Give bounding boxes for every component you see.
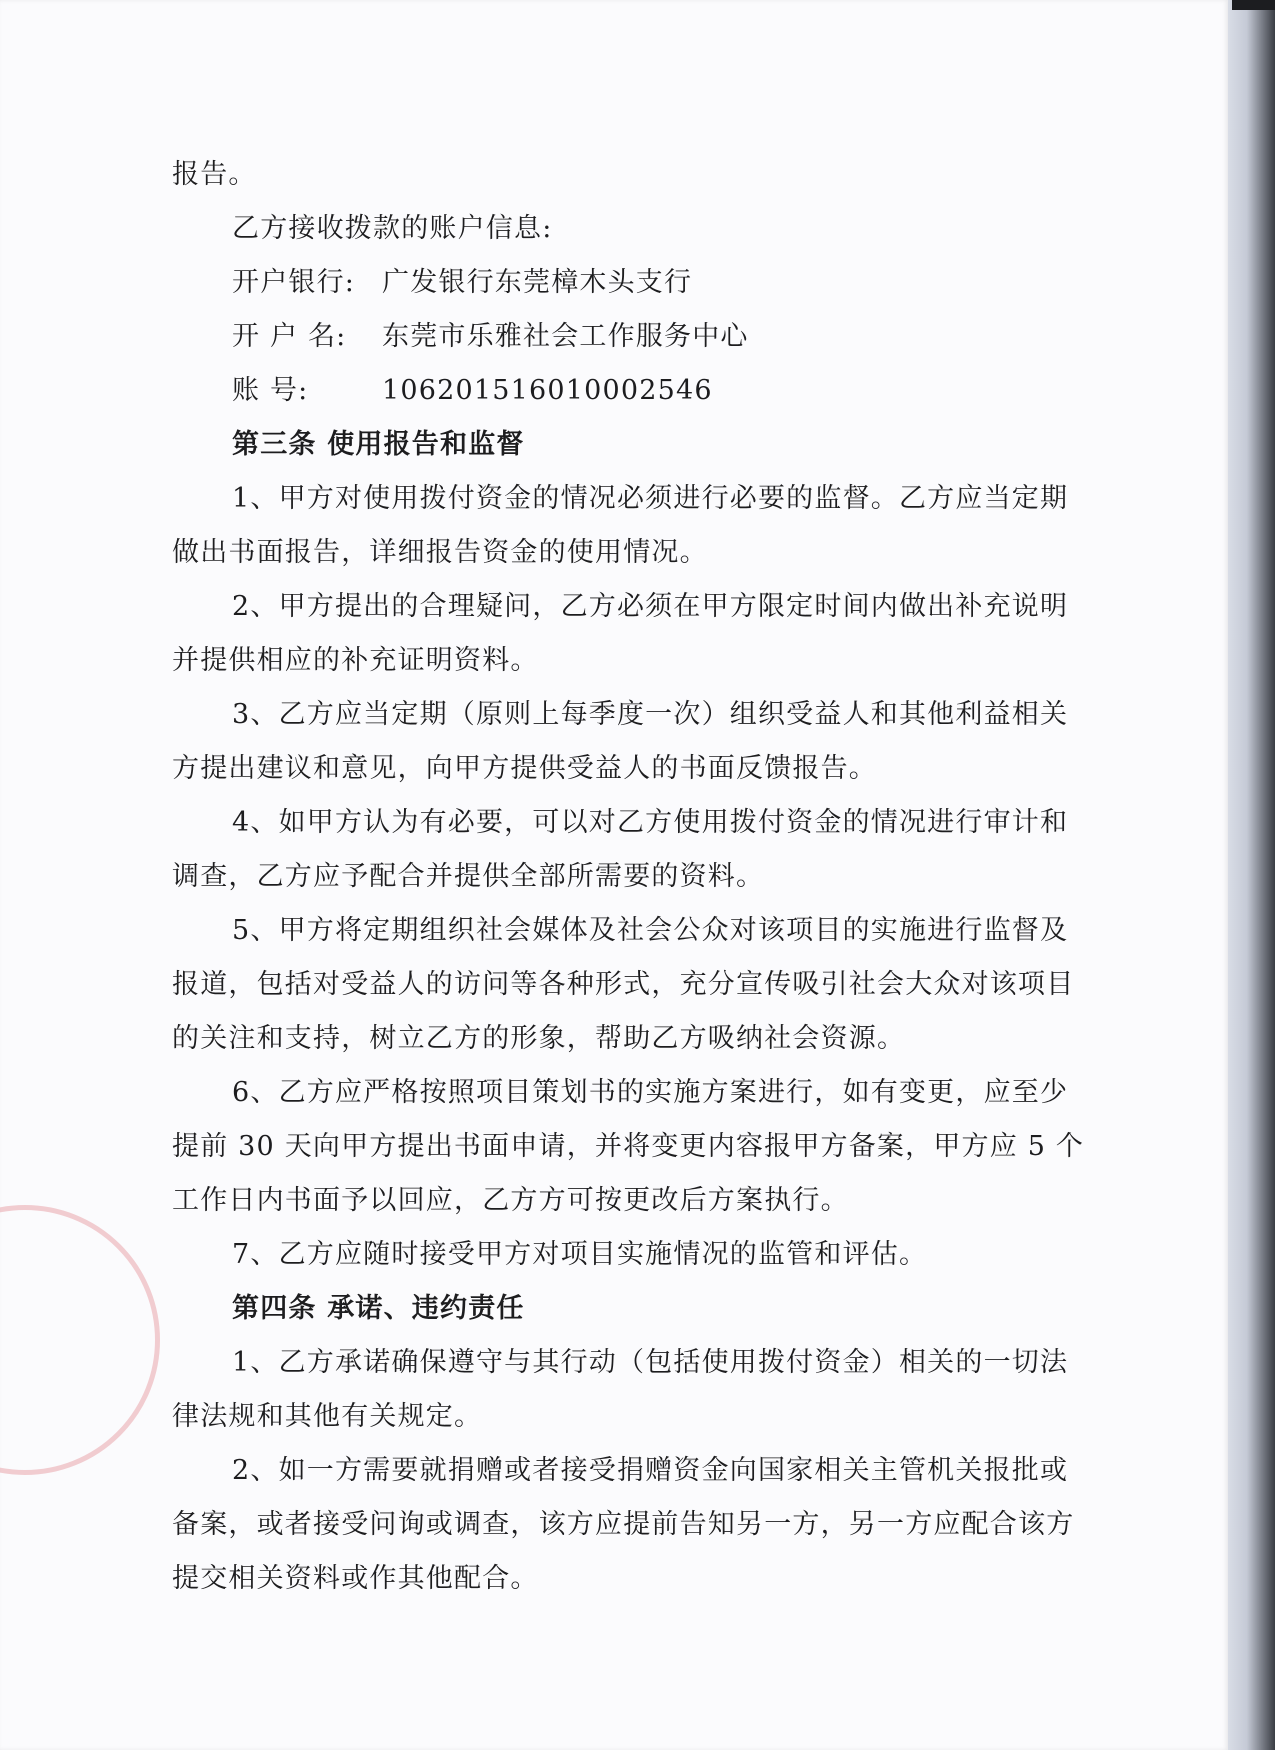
article4-line: 备案，或者接受问询或调查，该方应提前告知另一方，另一方应配合该方: [172, 1509, 1075, 1540]
article3-title: 第三条 使用报告和监督: [232, 429, 525, 460]
article3-line: 调查，乙方应予配合并提供全部所需要的资料。: [172, 861, 765, 892]
article3-line: 6、乙方应严格按照项目策划书的实施方案进行，如有变更，应至少: [232, 1077, 1069, 1108]
article3-line: 5、甲方将定期组织社会媒体及社会公众对该项目的实施进行监督及: [232, 915, 1069, 946]
article3-line: 方提出建议和意见，向甲方提供受益人的书面反馈报告。: [172, 753, 877, 784]
article3-line: 4、如甲方认为有必要，可以对乙方使用拨付资金的情况进行审计和: [232, 807, 1069, 838]
article3-line: 做出书面报告，详细报告资金的使用情况。: [172, 537, 708, 568]
article3-line: 并提供相应的补充证明资料。: [172, 645, 539, 676]
bank-row: [232, 266, 692, 300]
account-number-label: 账 号:: [232, 375, 309, 406]
holder-row: [232, 320, 749, 354]
account-number-value: 106201516010002546: [382, 375, 713, 406]
article3-line: 1、甲方对使用拨付资金的情况必须进行必要的监督。乙方应当定期: [232, 483, 1069, 514]
article3-line: 3、乙方应当定期（原则上每季度一次）组织受益人和其他利益相关: [232, 699, 1069, 730]
account-intro: 乙方接收拨款的账户信息:: [232, 213, 553, 244]
scanner-edge: [1228, 0, 1275, 1750]
article4-line: 2、如一方需要就捐赠或者接受捐赠资金向国家相关主管机关报批或: [232, 1455, 1069, 1486]
bank-value: 广发银行东莞樟木头支行: [382, 267, 693, 298]
article3-line: 提前 30 天向甲方提出书面申请，并将变更内容报甲方备案，甲方应 5 个: [172, 1131, 1085, 1162]
article4-line: 提交相关资料或作其他配合。: [172, 1563, 539, 1594]
article4-line: 1、乙方承诺确保遵守与其行动（包括使用拨付资金）相关的一切法: [232, 1347, 1069, 1378]
scanner-corner: [1232, 0, 1275, 10]
article3-line: 报道，包括对受益人的访问等各种形式，充分宣传吸引社会大众对该项目: [172, 969, 1075, 1000]
article3-line: 的关注和支持，树立乙方的形象，帮助乙方吸纳社会资源。: [172, 1023, 906, 1054]
article3-line: 工作日内书面予以回应，乙方方可按更改后方案执行。: [172, 1185, 849, 1216]
article4-line: 律法规和其他有关规定。: [172, 1401, 483, 1432]
article3-line: 2、甲方提出的合理疑问，乙方必须在甲方限定时间内做出补充说明: [232, 591, 1069, 622]
article4-title: 第四条 承诺、违约责任: [232, 1293, 525, 1324]
continuation-text: 报告。: [172, 159, 257, 190]
holder-label: 开 户 名:: [232, 321, 347, 352]
account-number-row: [232, 374, 713, 408]
holder-value: 东莞市乐雅社会工作服务中心: [382, 321, 749, 352]
article3-line: 7、乙方应随时接受甲方对项目实施情况的监管和评估。: [232, 1239, 928, 1270]
seal-stamp-fragment: [0, 1205, 160, 1475]
bank-label: 开户银行:: [232, 267, 356, 298]
